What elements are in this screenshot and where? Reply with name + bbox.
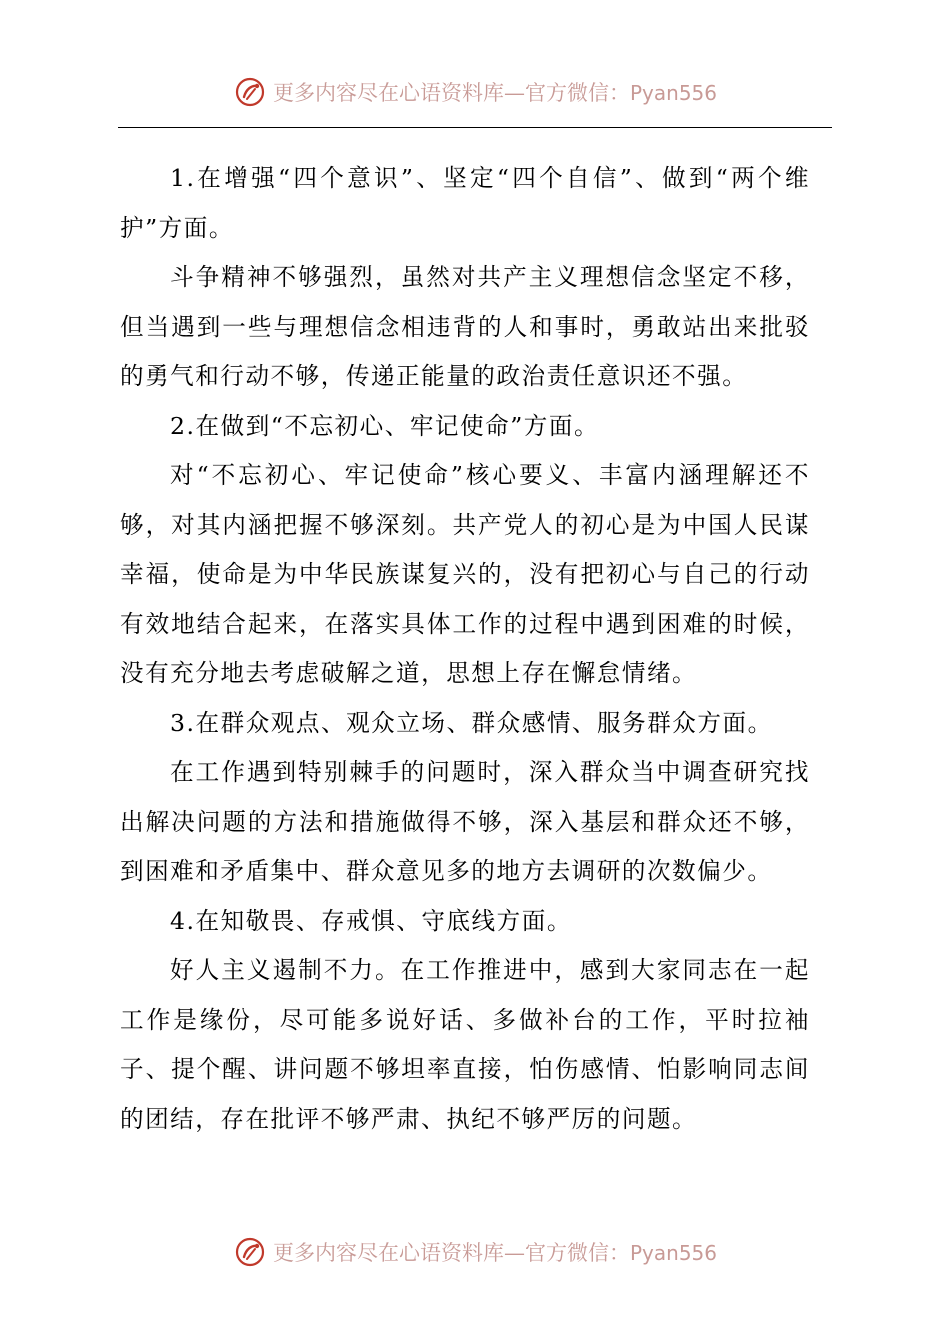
document-body <box>120 154 810 1144</box>
body-paragraph-3: 在工作遇到特别棘手的问题时，深入群众当中调查研究找出解决问题的方法和措施做得不够，深入基层和群众还不够，到困难和矛盾集中、群众意见多的地方去调研的次数偏少。 <box>120 758 810 885</box>
footer-banner <box>0 1232 950 1272</box>
section-heading-1: 1.在增强“四个意识”、坚定“四个自信”、做到“两个维护”方面。 <box>120 164 810 242</box>
header-banner <box>0 72 950 112</box>
section-heading-4: 4.在知敬畏、存戒惧、守底线方面。 <box>170 906 572 935</box>
header-banner-id: Pyan556 <box>629 81 717 105</box>
logo-icon <box>233 1235 267 1269</box>
footer-banner-cn: 更多内容尽在心语资料库—官方微信： <box>272 1241 630 1265</box>
header-banner-cn: 更多内容尽在心语资料库—官方微信： <box>272 81 630 105</box>
body-paragraph-2: 对“不忘初心、牢记使命”核心要义、丰富内涵理解还不够，对其内涵把握不够深刻。共产党人的初心是为中国人民谋幸福，使命是为中华民族谋复兴的，没有把初心与自己的行动有效地结合起来，在落实具体工作的过程中遇到困难的时候，没有充分地去考虑破解之道，思想上存在懈怠情绪。 <box>120 461 810 687</box>
header-banner-text <box>273 77 717 107</box>
header-divider <box>118 127 832 128</box>
body-paragraph-4: 好人主义遏制不力。在工作推进中，感到大家同志在一起工作是缘份，尽可能多说好话、多做补台的工作，平时拉袖子、提个醒、讲问题不够坦率直接，怕伤感情、怕影响同志间的团结，存在批评不够严肃、执纪不够严厉的问题。 <box>120 956 810 1133</box>
logo-icon <box>233 75 267 109</box>
body-paragraph-1: 斗争精神不够强烈，虽然对共产主义理想信念坚定不移，但当遇到一些与理想信念相违背的人和事时，勇敢站出来批驳的勇气和行动不够，传递正能量的政治责任意识还不强。 <box>120 263 810 390</box>
footer-banner-text <box>273 1237 717 1267</box>
section-heading-3: 3.在群众观点、观众立场、群众感情、服务群众方面。 <box>170 708 773 737</box>
section-heading-2: 2.在做到“不忘初心、牢记使命”方面。 <box>170 411 600 440</box>
footer-banner-id: Pyan556 <box>629 1241 717 1265</box>
